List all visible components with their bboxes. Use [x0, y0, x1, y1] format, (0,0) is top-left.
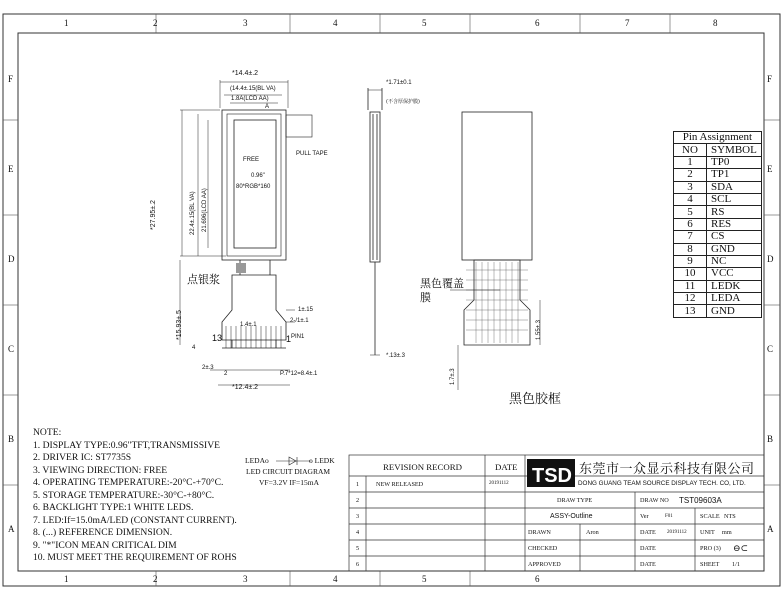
- led-circuit-specs: VF=3.2V IF=15mA: [259, 478, 319, 487]
- pin-symbol: SCL: [707, 193, 762, 205]
- rev-row-no: 6: [356, 561, 360, 568]
- pin-no: 10: [674, 268, 707, 280]
- draw-no-label: DRAW NO: [640, 497, 669, 504]
- grid-col-1: 1: [64, 18, 69, 28]
- date-label-2: DATE: [640, 545, 656, 552]
- pin-table-title: Pin Assignment: [674, 132, 762, 144]
- table-row: [674, 255, 762, 267]
- sheet-value: 1/1: [732, 561, 740, 568]
- pin-symbol: SDA: [707, 181, 762, 193]
- note-item: 4. OPERATING TEMPERATURE:-20°C-+70°C.: [33, 477, 224, 488]
- checked-label: CHECKED: [528, 545, 558, 552]
- frame-label: 黑色胶框: [509, 392, 562, 407]
- grid-row-C: C: [8, 344, 15, 354]
- projection-icon: ⊖⊂: [733, 543, 749, 553]
- pin-no: 12: [674, 293, 707, 305]
- dim-1-4: 1.4±.1: [240, 322, 257, 328]
- rev-row-no: 1: [356, 481, 360, 488]
- pin-symbol: GND: [707, 243, 762, 255]
- pin-no: 5: [674, 206, 707, 218]
- pin-symbol: GND: [707, 305, 762, 317]
- dim-2: 2: [224, 371, 228, 377]
- logo: TSD: [532, 465, 572, 487]
- pin-symbol: CS: [707, 231, 762, 243]
- grid-row-E: E: [8, 164, 14, 174]
- pin-no: 8: [674, 243, 707, 255]
- grid-col-4: 4: [333, 18, 338, 28]
- pin-symbol: TP1: [707, 169, 762, 181]
- size-label: 0.96": [251, 173, 265, 179]
- table-row: [674, 243, 762, 255]
- date-label-3: DATE: [640, 561, 656, 568]
- table-row: [674, 218, 762, 230]
- revision-record-header: REVISION RECORD: [383, 462, 462, 472]
- draw-type-value: ASSY-Outline: [550, 513, 593, 520]
- dim-lcd-aa: 1.8A(LCD AA): [231, 96, 269, 102]
- table-row: [674, 169, 762, 181]
- pin-count-label: 13: [212, 333, 223, 343]
- led-leda-label: LEDAo: [245, 456, 269, 465]
- notes-title: NOTE:: [33, 427, 62, 438]
- dim-thickness-note: (不含厚保护膜): [386, 99, 420, 105]
- grid-colb-5: 5: [422, 574, 427, 584]
- ver-value: F01: [665, 514, 673, 519]
- dim-2-3: 2±.3: [202, 365, 214, 371]
- led-circuit-title: LED CIRCUIT DIAGRAM: [246, 467, 331, 476]
- pin-symbol: VCC: [707, 268, 762, 280]
- dim-bl-va: (14.4±.15(BL VA): [230, 86, 276, 92]
- pin-symbol: LEDA: [707, 293, 762, 305]
- rev-row-no: 2: [356, 497, 360, 504]
- drawn-value: Aron: [586, 529, 599, 536]
- pin-symbol: RES: [707, 218, 762, 230]
- grid-row-F: F: [8, 74, 14, 84]
- dim-2-1: 2-/1±.1: [290, 318, 309, 324]
- grid-row-D-right: D: [767, 254, 774, 264]
- rev-row-no: 4: [356, 529, 360, 536]
- note-item: 2. DRIVER IC: ST7735S: [33, 452, 132, 463]
- dim-1-55: 1.55±.3: [536, 320, 542, 340]
- grid-colb-6: 6: [535, 574, 540, 584]
- grid-row-E-right: E: [767, 164, 773, 174]
- grid-colb-3: 3: [243, 574, 248, 584]
- scale-label: SCALE: [700, 513, 720, 520]
- pin-no: 11: [674, 280, 707, 292]
- dim-bottom-width: *12.4±.2: [232, 384, 259, 391]
- sheet-label: SHEET: [700, 561, 720, 568]
- grid-col-6: 6: [535, 18, 540, 28]
- grid-col-3: 3: [243, 18, 248, 28]
- dim-1-15: 1±.15: [298, 307, 313, 313]
- unit-value: mm: [722, 529, 732, 536]
- approved-label: APPROVED: [528, 561, 561, 568]
- grid-col-5: 5: [422, 18, 427, 28]
- dim-fpc-length: *15.93±.5: [176, 310, 183, 340]
- table-row: [674, 305, 762, 317]
- pin-no: 2: [674, 169, 707, 181]
- resolution-label: 80*RGB*160: [236, 184, 271, 190]
- dim-a: A: [265, 104, 270, 110]
- dim-pitch: P.7*12=8.4±.1: [280, 371, 318, 377]
- table-row: [674, 268, 762, 280]
- pin-no: 3: [674, 181, 707, 193]
- pin-first-label: 1: [286, 334, 292, 344]
- back-view: [450, 112, 540, 390]
- pin-table-header-no: NO: [674, 144, 707, 156]
- pin-no: 1: [674, 156, 707, 168]
- note-item: 6. BACKLIGHT TYPE:1 WHITE LEDS.: [33, 502, 194, 513]
- dim-height: *27.95±.2: [150, 200, 157, 230]
- grid-row-F-right: F: [767, 74, 773, 84]
- rev-row-no: 3: [356, 513, 360, 520]
- pin-assignment-table: [673, 131, 762, 318]
- logo-mark: [527, 459, 575, 487]
- free-label: FREE: [243, 157, 260, 163]
- date-header: DATE: [495, 462, 518, 472]
- table-row: [674, 280, 762, 292]
- date-label: DATE: [640, 529, 656, 536]
- dim-bl-va-height: 22.4±.15(BL VA): [190, 191, 196, 235]
- notes: [33, 427, 237, 565]
- silver-paste-label: 点银浆: [187, 273, 220, 286]
- table-row: [674, 206, 762, 218]
- pull-tape-label: PULL TAPE: [296, 151, 328, 157]
- rev-row-no: 5: [356, 545, 360, 552]
- date-value: 20191112: [667, 530, 687, 535]
- drawn-label: DRAWN: [528, 529, 551, 536]
- grid-col-8: 8: [713, 18, 718, 28]
- unit-label: UNIT: [700, 529, 715, 536]
- grid-colb-2: 2: [153, 574, 158, 584]
- dim-lcd-aa-height: 21.696(LCD AA): [202, 188, 208, 232]
- led-ledk-label: o LEDK: [309, 456, 335, 465]
- pin-no: 9: [674, 255, 707, 267]
- note-item: 9. "*"ICON MEAN CRITICAL DIM: [33, 539, 177, 551]
- note-item: 5. STORAGE TEMPERATURE:-30°C-+80°C.: [33, 489, 215, 501]
- grid-colb-4: 4: [333, 574, 338, 584]
- grid-row-A: A: [8, 524, 15, 534]
- dim-width: *14.4±.2: [232, 70, 259, 77]
- rev-row-date: 20191112: [489, 481, 509, 486]
- grid-row-C-right: C: [767, 344, 774, 354]
- table-row: [674, 231, 762, 243]
- note-item: 8. (...) REFERENCE DIMENSION.: [33, 527, 173, 538]
- grid-row-B-right: B: [767, 434, 774, 444]
- pin-table-header-symbol: SYMBOL: [707, 144, 762, 156]
- scale-value: NTS: [724, 513, 736, 520]
- pin-no: 13: [674, 305, 707, 317]
- pin-symbol: RS: [707, 206, 762, 218]
- grid-row-A-right: A: [767, 524, 774, 534]
- pin-no: 6: [674, 218, 707, 230]
- led-symbol: [276, 457, 311, 465]
- grid-row-B: B: [8, 434, 15, 444]
- grid-col-7: 7: [625, 18, 630, 28]
- draw-type-label: DRAW TYPE: [557, 497, 593, 504]
- dim-fpc-thick: *.13±.3: [386, 353, 405, 359]
- note-item: 7. LED:If=15.0mA/LED (CONSTANT CURRENT).: [33, 514, 237, 526]
- table-row: [674, 293, 762, 305]
- ver-label: Ver: [640, 513, 649, 520]
- company-name-cn: 东莞市一众显示科技有限公司: [579, 462, 755, 477]
- table-row: [674, 193, 762, 205]
- dim-4: 4: [192, 345, 196, 351]
- grid-colb-1: 1: [64, 574, 69, 584]
- rev-row-desc: NEW RELEASED: [376, 481, 424, 488]
- table-row: [674, 156, 762, 168]
- grid-col-2: 2: [153, 18, 158, 28]
- pin-no: 7: [674, 231, 707, 243]
- side-view: [368, 88, 382, 355]
- draw-no-value: TST09603A: [679, 496, 722, 505]
- pin-symbol: TP0: [707, 156, 762, 168]
- pin-symbol: NC: [707, 255, 762, 267]
- pin-symbol: LEDK: [707, 280, 762, 292]
- table-row: [674, 181, 762, 193]
- dim-thickness: *1.71±0.1: [386, 80, 412, 86]
- pin-no: 4: [674, 193, 707, 205]
- pin1-label: PIN1: [291, 334, 305, 340]
- company-name-en: DONG GUANG TEAM SOURCE DISPLAY TECH. CO, LTD.: [578, 480, 746, 487]
- pro-label: PRO (3): [700, 545, 721, 552]
- cover-film-label: 黑色覆盖膜: [420, 277, 464, 304]
- note-item: 3. VIEWING DIRECTION: FREE: [33, 464, 168, 476]
- grid-row-D: D: [8, 254, 15, 264]
- note-item: 1. DISPLAY TYPE:0.96"TFT,TRANSMISSIVE: [33, 439, 221, 451]
- note-item: 10. MUST MEET THE REQUIREMENT OF ROHS: [33, 552, 237, 563]
- dim-1-7: 1.7±.3: [450, 368, 456, 385]
